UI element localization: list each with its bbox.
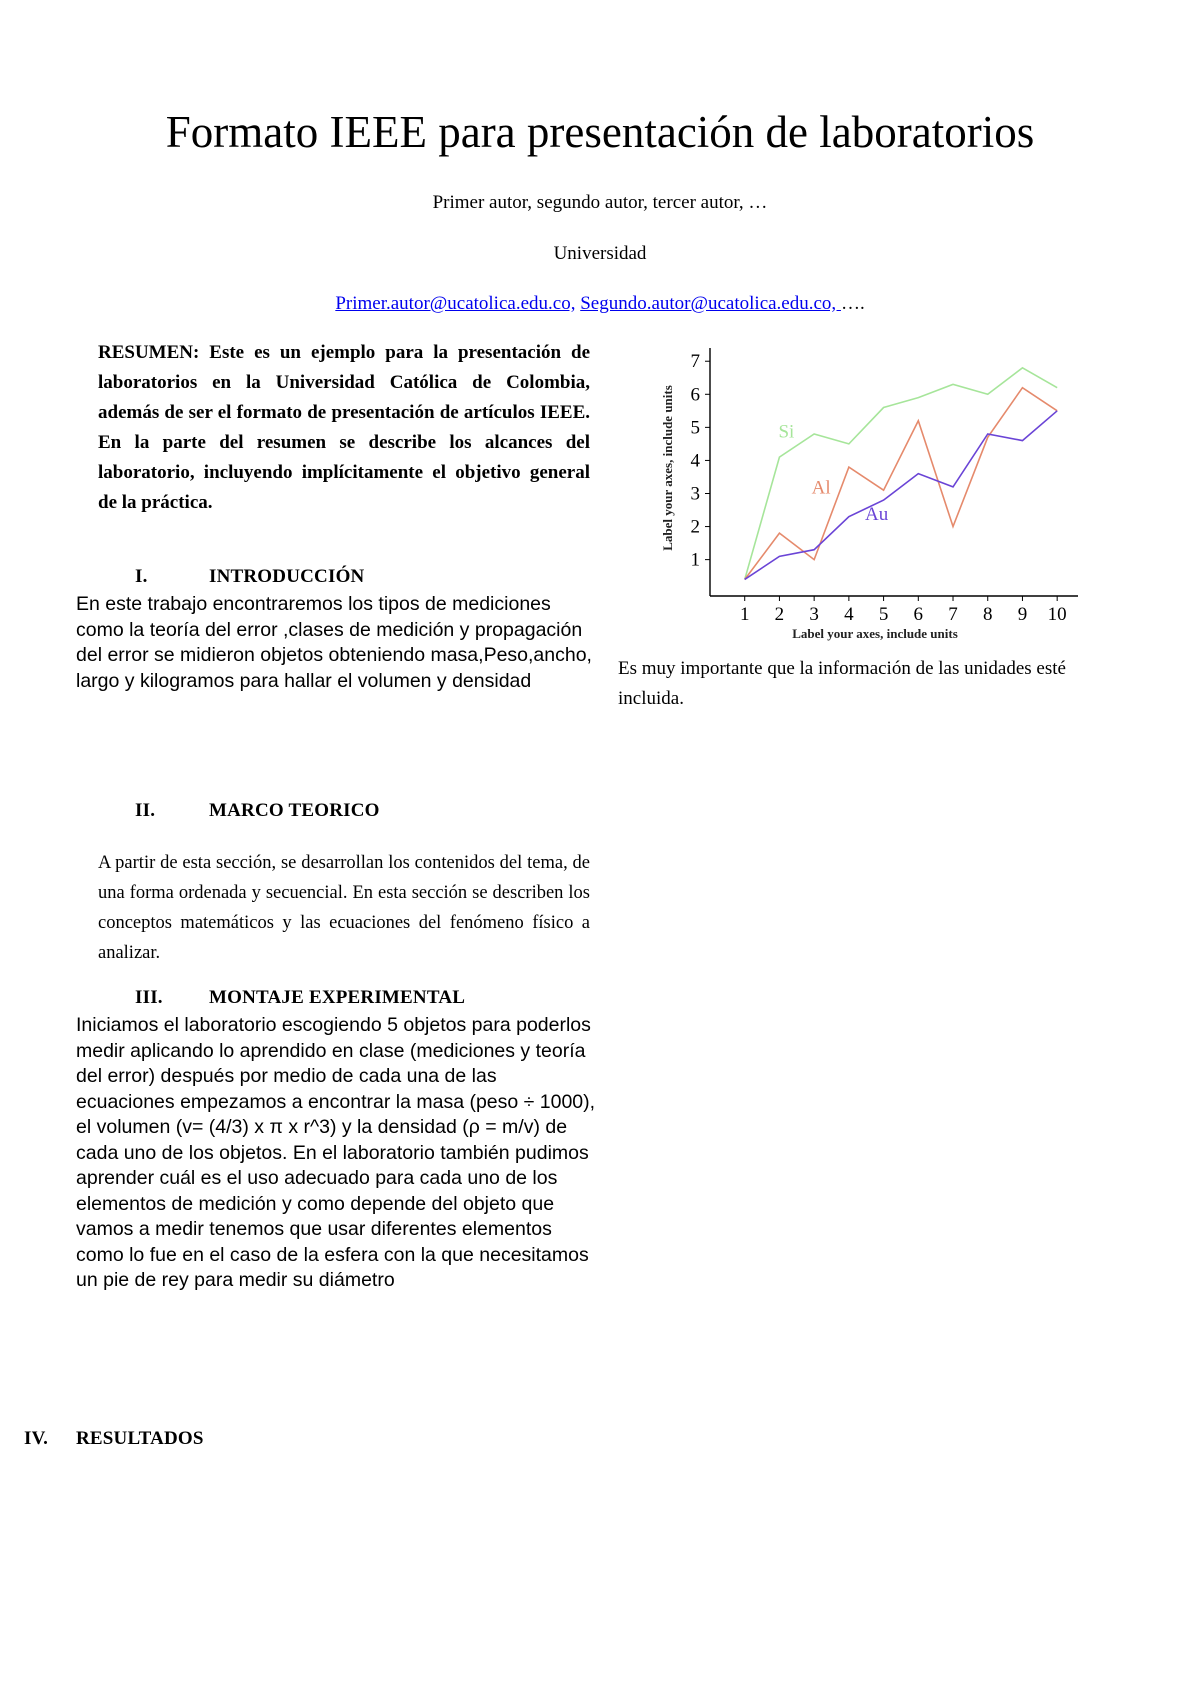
y-tick-label: 1	[690, 549, 700, 571]
series-line-al	[745, 388, 1057, 580]
email-ellipsis: ….	[840, 293, 865, 314]
section-number: IV.	[24, 1428, 49, 1449]
intro-paragraph: En este trabajo encontraremos los tipos de mediciones como la teoría del error ,clases de medición y propagación del error se midieron objetos obteniendo masa,Peso,ancho, largo y kilogramos para hallar el volumen y densidad	[76, 593, 592, 692]
section-number: I.	[135, 566, 148, 587]
series-line-si	[745, 368, 1057, 580]
abstract: RESUMEN: Este es un ejemplo para la presentación de laboratorios en la Universidad Católica de Colombia, además de ser el formato de presentación de artículos IEEE. En la parte del resumen se describe los alcances del laboratorio, incluyendo implícitamente el objetivo general de la práctica.	[98, 342, 590, 513]
line-chart	[650, 340, 1080, 650]
y-tick-label: 5	[690, 417, 700, 439]
y-tick-label: 3	[690, 483, 700, 505]
email-link-1[interactable]: Primer.autor@ucatolica.edu.co,	[335, 293, 576, 314]
section-title: MARCO TEORICO	[209, 800, 380, 821]
authors-line: Primer autor, segundo autor, tercer autor, …	[432, 192, 768, 213]
marco-teorico-paragraph: A partir de esta sección, se desarrollan los contenidos del tema, de una forma ordenada y secuencial. En esta sección se describen los conceptos matemáticos y las ecuaciones del fenómeno físico a analizar.	[98, 853, 590, 963]
section-number: III.	[135, 987, 163, 1008]
x-tick-label: 2	[774, 604, 785, 625]
y-tick-label: 6	[690, 384, 700, 406]
x-tick-label: 6	[913, 604, 924, 625]
section-number: II.	[135, 800, 156, 821]
figure-caption: Es muy importante que la información de las unidades esté incluida.	[618, 658, 1066, 709]
section-title: INTRODUCCIÓN	[209, 566, 365, 587]
y-tick-label: 7	[690, 351, 700, 373]
x-tick-label: 5	[878, 604, 889, 625]
y-tick-label: 2	[690, 516, 700, 538]
montaje-paragraph: Iniciamos el laboratorio escogiendo 5 objetos para poderlos medir aplicando lo aprendido en clase (mediciones y teoría del error) después por medio de cada una de las ecuaciones empezamos a encontrar la masa (peso ÷ 1000), el volumen (v= (4/3) x π x r^3) y la densidad (ρ = m/v) de cada uno de los objetos. En el laboratorio también pudimos aprender cuál es el uso adecuado para cada uno de los elementos de medición y como depende del objeto que vamos a medir tenemos que usar diferentes elementos como lo fue en el caso de la esfera con la que necesitamos un pie de rey para medir su diámetro	[76, 1014, 596, 1291]
series-label-si: Si	[778, 421, 795, 443]
y-axis-label: Label your axes, include units	[660, 385, 675, 551]
emails-line	[0, 293, 1200, 315]
x-tick-label: 3	[809, 604, 819, 625]
series-label-au: Au	[865, 503, 889, 525]
section-title: RESULTADOS	[76, 1428, 204, 1449]
affiliation: Universidad	[553, 243, 647, 264]
series-label-al: Al	[811, 477, 831, 499]
chart-series	[745, 368, 1057, 580]
x-tick-label: 8	[982, 604, 993, 625]
x-tick-label: 1	[739, 604, 750, 625]
x-tick-label: 7	[948, 604, 958, 625]
section-title: MONTAJE EXPERIMENTAL	[209, 987, 466, 1008]
x-tick-label: 9	[1017, 604, 1028, 625]
email-link-2[interactable]: Segundo.autor@ucatolica.edu.co,	[580, 293, 841, 314]
x-tick-label: 4	[844, 604, 854, 625]
x-axis-label: Label your axes, include units	[792, 626, 958, 641]
chart-ticks	[691, 351, 1067, 625]
paper-title: Formato IEEE para presentación de laboratorios	[165, 107, 1035, 157]
chart-axes	[710, 348, 1078, 596]
y-tick-label: 4	[690, 450, 700, 472]
x-tick-label: 10	[1047, 604, 1067, 625]
